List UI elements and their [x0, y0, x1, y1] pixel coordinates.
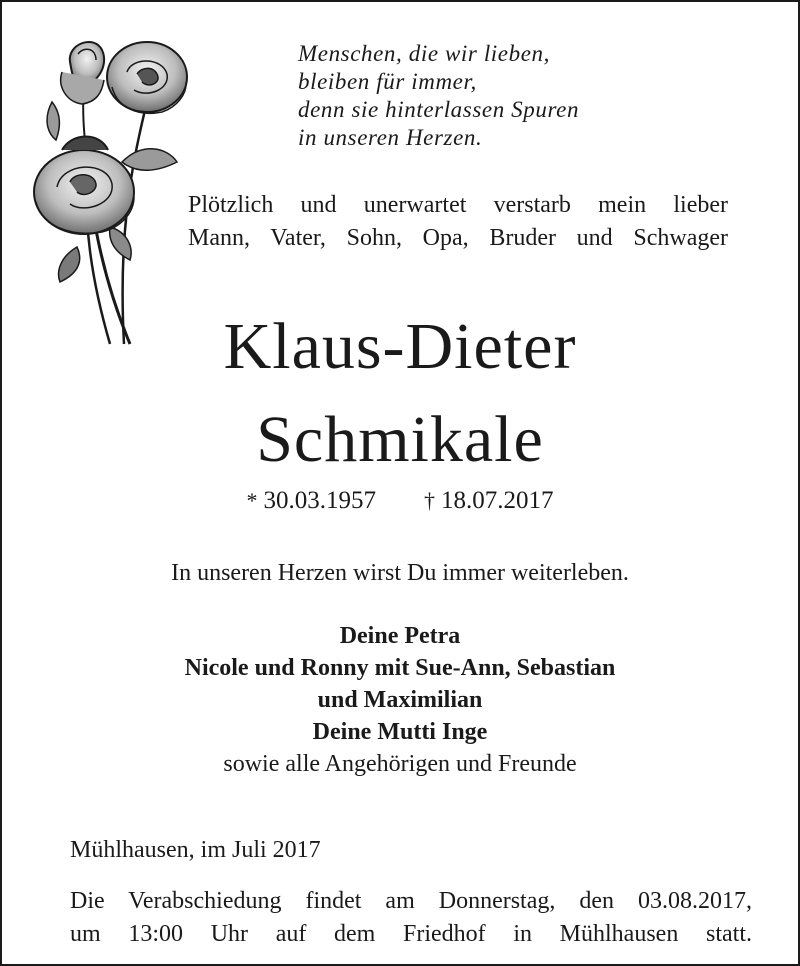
death-date-group: [424, 486, 554, 516]
death-date: 18.07.2017: [441, 487, 554, 514]
notice-line: Die Verabschiedung findet am Donnerstag, den 03.08.2017,: [70, 888, 752, 914]
birth-date: 30.03.1957: [263, 487, 376, 514]
deceased-last-name: Schmikale: [256, 403, 544, 476]
roses-icon: [22, 32, 192, 352]
place-date: Mühlhausen, im Juli 2017: [70, 837, 321, 863]
birth-symbol: *: [246, 488, 258, 513]
mourners: [2, 620, 798, 780]
poem-line: Menschen, die wir lieben,: [298, 41, 550, 66]
notice-line: um 13:00 Uhr auf dem Friedhof in Mühlhausen statt.: [70, 921, 752, 947]
deceased-first-name: Klaus-Dieter: [223, 310, 577, 383]
mourners-closing: sowie alle Angehörigen und Freunde: [223, 751, 577, 777]
funeral-notice: [70, 885, 752, 951]
intro-line: Plötzlich und unerwartet verstarb mein lieber: [188, 192, 728, 218]
mourner-line: Nicole und Ronny mit Sue-Ann, Sebastian: [184, 655, 616, 681]
life-dates: [2, 486, 798, 516]
intro-line: Mann, Vater, Sohn, Opa, Bruder und Schwager: [188, 225, 728, 251]
death-symbol: †: [424, 488, 435, 513]
mourner-line: und Maximilian: [317, 687, 483, 713]
intro-text: [188, 189, 728, 255]
mourner-line: Deine Mutti Inge: [312, 719, 488, 745]
mourner-line: Deine Petra: [339, 623, 461, 649]
poem: [298, 40, 758, 152]
birth-date-group: [247, 486, 377, 516]
tagline: In unseren Herzen wirst Du immer weiterleben.: [171, 560, 629, 586]
poem-line: in unseren Herzen.: [298, 125, 483, 150]
poem-line: denn sie hinterlassen Spuren: [298, 97, 580, 122]
poem-line: bleiben für immer,: [298, 69, 477, 94]
